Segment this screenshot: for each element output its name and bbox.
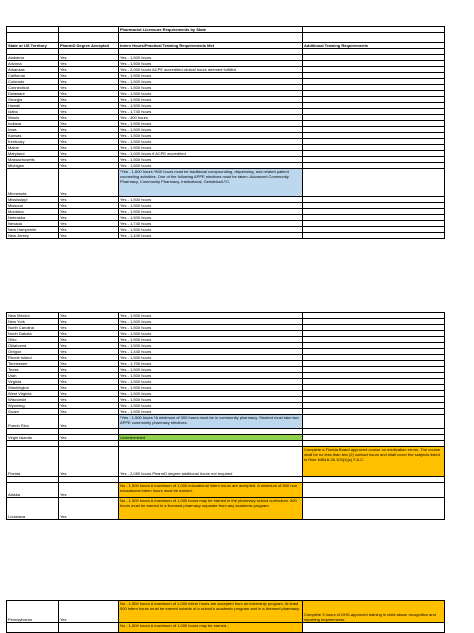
cell-hours[interactable]: Yes - 1,500 hours xyxy=(119,91,303,97)
cell-degree[interactable]: Yes xyxy=(59,121,119,127)
cell-hours[interactable]: Yes - 1,740 hours xyxy=(119,221,303,227)
table-title[interactable]: Pharmacist Licensure Requirements by State xyxy=(119,27,303,33)
cell-degree[interactable]: Yes xyxy=(59,361,119,367)
cell-degree[interactable]: Yes xyxy=(59,61,119,67)
cell-hours[interactable]: Yes - 1,500 hours xyxy=(119,391,303,397)
rows-section-1b xyxy=(7,197,445,239)
cell-blank[interactable] xyxy=(59,623,119,633)
cell-state[interactable]: Oregon xyxy=(7,349,59,355)
cell-degree[interactable]: Yes xyxy=(59,55,119,61)
cell-state[interactable]: Texas xyxy=(7,367,59,373)
cell-hours[interactable]: Yes - 1,500 hours xyxy=(119,121,303,127)
cell-degree[interactable]: Yes xyxy=(59,109,119,115)
header-hours[interactable]: Intern Hours/Practical Training Requirements Met xyxy=(119,43,303,49)
cell-degree[interactable]: Yes xyxy=(59,483,119,498)
cell-degree[interactable]: Yes xyxy=(59,197,119,203)
cell-hours[interactable]: Yes - 1,500 hours xyxy=(119,127,303,133)
cell-degree[interactable]: Yes xyxy=(59,67,119,73)
cell-blank[interactable] xyxy=(119,33,303,43)
cell-state[interactable]: Georgia xyxy=(7,97,59,103)
cell-state[interactable]: Washington xyxy=(7,385,59,391)
cell-degree[interactable]: Yes xyxy=(59,601,119,623)
cell-degree[interactable]: Yes xyxy=(59,97,119,103)
cell-hours[interactable]: Yes - 400 hours xyxy=(119,115,303,121)
cell-degree[interactable]: Yes xyxy=(59,447,119,477)
cell-hours[interactable]: Yes - 1,500 hours xyxy=(119,73,303,79)
cell-state[interactable]: Michigan xyxy=(7,163,59,169)
cell-degree[interactable]: Yes xyxy=(59,409,119,415)
cell-blank[interactable] xyxy=(59,33,119,43)
cell-hours[interactable]: Yes - 1,500 hours xyxy=(119,209,303,215)
cell-state[interactable]: Alabama xyxy=(7,55,59,61)
cell-state[interactable]: Connecticut xyxy=(7,85,59,91)
cell-blank[interactable] xyxy=(7,33,59,43)
cell-degree[interactable]: Yes xyxy=(59,115,119,121)
cell-hours[interactable]: Yes - 1,500 hours xyxy=(119,373,303,379)
cell-state[interactable]: Minnesota xyxy=(7,169,59,197)
cell-state[interactable]: California xyxy=(7,73,59,79)
header-degree[interactable]: PharmD Degree Accepted xyxy=(59,43,119,49)
cell-degree[interactable]: Yes xyxy=(59,331,119,337)
cell-hours[interactable]: No - 1,500 hours A maximum of 1,000 educational intern hours are accepted. A minimum of 500 non educational intern hours must be earned. xyxy=(119,483,303,498)
cell-degree[interactable]: Yes xyxy=(59,367,119,373)
cell-state[interactable]: Guam xyxy=(7,409,59,415)
cell-hours[interactable]: *Yes - 1,600 hours *800 hours must be traditional compounding, dispensing, and related patient counseling activities. One of the following APPE electives must be taken: Advanced Community Pharmacy, Community Pharmacy, Institutional, Geriatrics/LTC. xyxy=(119,169,303,197)
cell-degree[interactable]: Yes xyxy=(59,337,119,343)
cell-state[interactable]: Indiana xyxy=(7,121,59,127)
cell-degree[interactable]: Yes xyxy=(59,397,119,403)
cell-hours[interactable]: Yes - 1,500 hours xyxy=(119,337,303,343)
cell-degree[interactable]: Yes xyxy=(59,403,119,409)
cell-blank[interactable] xyxy=(7,623,59,633)
cell-degree[interactable]: Yes xyxy=(59,435,119,441)
cell-degree[interactable]: Yes xyxy=(59,169,119,197)
cell-hours[interactable]: Yes - 1,500 hours xyxy=(119,367,303,373)
cell-degree[interactable]: Yes xyxy=(59,343,119,349)
cell-hours[interactable]: Yes - 1,000 hours if ACPE accredited xyxy=(119,151,303,157)
cell-hours[interactable]: Yes - 1,500 hours xyxy=(119,409,303,415)
table-row xyxy=(7,169,445,197)
table-row xyxy=(7,233,445,239)
cell-degree[interactable]: Yes xyxy=(59,498,119,520)
table-row xyxy=(7,601,445,623)
cell-degree[interactable]: Yes xyxy=(59,163,119,169)
cell-degree[interactable]: Yes xyxy=(59,209,119,215)
cell-hours[interactable]: *Yes - 1,500 hours *A minimum of 300 hours must be in community pharmacy. Student must take two APPE community pharmacy electives. xyxy=(119,415,303,429)
cell-hours[interactable]: Yes - 1,500 hours xyxy=(119,139,303,145)
cell-hours[interactable]: Yes - 1,500 hours xyxy=(119,313,303,319)
cell-hours[interactable]: Yes - 1,500 hours xyxy=(119,197,303,203)
cell-state[interactable]: Nevada xyxy=(7,221,59,227)
cell-hours[interactable]: No - 1,500 hours A maximum of 1,000 hours may be earned... xyxy=(119,623,303,633)
cell-state[interactable]: Montana xyxy=(7,209,59,215)
cell-hours[interactable]: Yes - 1,440 hours xyxy=(119,233,303,239)
licensure-table-section-3 xyxy=(6,600,445,633)
cell-hours[interactable]: No - 1,500 hours A maximum of 1,000 hours may be earned in the pharmacy school curriculum. 500 hours must be earned in a licensed pharmacy separate from any academic program. xyxy=(119,498,303,520)
cell-hours[interactable]: Yes - 1,500 hours xyxy=(119,403,303,409)
cell-state[interactable]: Illinois xyxy=(7,115,59,121)
cell-hours[interactable]: Yes - 1,500 hours xyxy=(119,97,303,103)
cell-state[interactable]: Oklahoma xyxy=(7,343,59,349)
cell-degree[interactable]: Yes xyxy=(59,79,119,85)
cell-hours[interactable]: Yes - 2,080 hours PharmD degree additional hours not required xyxy=(119,447,303,477)
cell-state[interactable]: Mississippi xyxy=(7,197,59,203)
cell-state[interactable]: Maine xyxy=(7,145,59,151)
cell-state[interactable]: Massachusetts xyxy=(7,157,59,163)
cell-state[interactable]: Rhode Island xyxy=(7,355,59,361)
cell-hours[interactable]: Yes - 1,500 hours xyxy=(119,203,303,209)
cell-hours[interactable]: Yes - 1,500 hours xyxy=(119,331,303,337)
cell-state[interactable]: Tennessee xyxy=(7,361,59,367)
cell-state[interactable]: Pennsylvania xyxy=(7,601,59,623)
cell-state[interactable]: Arkansas xyxy=(7,67,59,73)
cell-degree[interactable]: Yes xyxy=(59,349,119,355)
cell-state[interactable]: Hawaii xyxy=(7,103,59,109)
cell-degree[interactable]: Yes xyxy=(59,313,119,319)
cell-blank[interactable] xyxy=(303,169,445,197)
licensure-table-section-1 xyxy=(6,26,445,239)
cell-hours[interactable]: Yes - 1,500 hours xyxy=(119,145,303,151)
cell-degree[interactable]: Yes xyxy=(59,73,119,79)
cell-state[interactable]: Kentucky xyxy=(7,139,59,145)
cell-hours[interactable]: Yes - 1,500 hours xyxy=(119,325,303,331)
cell-state[interactable]: Nebraska xyxy=(7,215,59,221)
cell-degree[interactable]: Yes xyxy=(59,319,119,325)
cell-degree[interactable]: Yes xyxy=(59,325,119,331)
cell-hours[interactable]: Yes - 1,500 hours xyxy=(119,157,303,163)
cell-degree[interactable]: Yes xyxy=(59,85,119,91)
table-row xyxy=(7,498,445,520)
cell-degree[interactable]: Yes xyxy=(59,215,119,221)
rows-section-2 xyxy=(7,313,445,415)
cell-state[interactable]: North Dakota xyxy=(7,331,59,337)
cell-hours[interactable]: No - 1,500 hours A maximum of 1,000 intern hours are accepted from an internship program. At least 500 intern hours must be earned outside of a school's academic program and in a licensed pharmacy. xyxy=(119,601,303,623)
cell-state[interactable]: New York xyxy=(7,319,59,325)
cell-degree[interactable]: Yes xyxy=(59,379,119,385)
cell-state[interactable]: Virginia xyxy=(7,379,59,385)
cell-state[interactable]: New Mexico xyxy=(7,313,59,319)
cell-blank[interactable] xyxy=(303,483,445,498)
cell-degree[interactable]: Yes xyxy=(59,415,119,429)
cell-hours[interactable]: Yes - 1,500 hours xyxy=(119,385,303,391)
cell-degree[interactable]: Yes xyxy=(59,227,119,233)
cell-state[interactable]: Wyoming xyxy=(7,403,59,409)
cell-degree[interactable]: Yes xyxy=(59,151,119,157)
cell-state[interactable]: Wisconsin xyxy=(7,397,59,403)
cell-degree[interactable]: Yes xyxy=(59,133,119,139)
cell-hours[interactable]: Yes - 1,500 hours xyxy=(119,355,303,361)
cell-hours[interactable]: Yes - 1,440 hours xyxy=(119,349,303,355)
cell-hours[interactable]: Yes - 1,500 hours xyxy=(119,85,303,91)
cell-hours[interactable]: Undetermined xyxy=(119,435,303,441)
cell-state[interactable]: New Jersey xyxy=(7,233,59,239)
cell-degree[interactable]: Yes xyxy=(59,103,119,109)
cell-hours[interactable]: Yes - 1,500 hours xyxy=(119,55,303,61)
cell-degree[interactable]: Yes xyxy=(59,221,119,227)
cell-hours[interactable]: Yes - 1,740 hours xyxy=(119,109,303,115)
cell-hours[interactable]: Yes - 1,700 hours xyxy=(119,361,303,367)
cell-degree[interactable]: Yes xyxy=(59,385,119,391)
cell-hours[interactable]: Yes - 2,000 hours ACPE accredited clinical hours deemed fulfilled xyxy=(119,67,303,73)
cell-blank[interactable] xyxy=(303,498,445,520)
cell-hours[interactable]: Yes - 1,500 hours xyxy=(119,79,303,85)
cell-additional[interactable] xyxy=(303,233,445,239)
cell-state[interactable]: Colorado xyxy=(7,79,59,85)
cell-degree[interactable]: Yes xyxy=(59,127,119,133)
cell-state[interactable]: Missouri xyxy=(7,203,59,209)
cell-additional[interactable]: Complete 3 hours of DHS-approved training in child abuse recognition and reporting requirements. xyxy=(303,601,445,623)
cell-state[interactable]: Alaska xyxy=(7,483,59,498)
cell-state[interactable]: Idaho xyxy=(7,109,59,115)
rows-section-1 xyxy=(7,55,445,169)
cell-degree[interactable]: Yes xyxy=(59,233,119,239)
cell-hours[interactable]: Yes - 1,500 hours xyxy=(119,397,303,403)
table-row xyxy=(7,447,445,477)
cell-degree[interactable]: Yes xyxy=(59,91,119,97)
cell-hours[interactable]: Yes - 1,600 hours xyxy=(119,163,303,169)
cell-state[interactable]: Florida xyxy=(7,447,59,477)
cell-state[interactable]: Maryland xyxy=(7,151,59,157)
cell-degree[interactable]: Yes xyxy=(59,203,119,209)
cell-hours[interactable]: Yes - 1,500 hours xyxy=(119,61,303,67)
cell-hours[interactable]: Yes - 1,500 hours xyxy=(119,343,303,349)
header-additional[interactable]: Additional Training Requirements xyxy=(303,43,445,49)
cell-state[interactable]: Iowa xyxy=(7,127,59,133)
cell-hours[interactable]: Yes - 1,500 hours xyxy=(119,227,303,233)
cell-blank[interactable] xyxy=(303,415,445,429)
cell-additional[interactable]: Complete a Florida Board approved course on medication errors. The course shall be no less than two (2) contact hours and shall cover the subjects listed in Rule 64B16-26.103(1)(c) F.A.C. xyxy=(303,447,445,477)
table-row xyxy=(7,483,445,498)
cell-degree[interactable]: Yes xyxy=(59,391,119,397)
cell-blank[interactable] xyxy=(303,623,445,633)
table-row xyxy=(7,623,445,633)
cell-hours[interactable]: Yes - 1,500 hours xyxy=(119,379,303,385)
cell-degree[interactable]: Yes xyxy=(59,355,119,361)
cell-blank[interactable] xyxy=(303,33,445,43)
cell-state[interactable]: Delaware xyxy=(7,91,59,97)
cell-degree[interactable]: Yes xyxy=(59,157,119,163)
cell-state[interactable]: New Hampshire xyxy=(7,227,59,233)
cell-state[interactable]: Arizona xyxy=(7,61,59,67)
licensure-table-section-2 xyxy=(6,312,445,520)
cell-state[interactable]: Puerto Rico xyxy=(7,415,59,429)
cell-hours[interactable]: Yes - 1,500 hours xyxy=(119,319,303,325)
cell-state[interactable]: Ohio xyxy=(7,337,59,343)
cell-state[interactable]: North Carolina xyxy=(7,325,59,331)
cell-state[interactable]: Kansas xyxy=(7,133,59,139)
cell-state[interactable]: Virgin Islands xyxy=(7,435,59,441)
cell-degree[interactable]: Yes xyxy=(59,145,119,151)
table-row xyxy=(7,415,445,429)
cell-state[interactable]: Louisiana xyxy=(7,498,59,520)
cell-degree[interactable]: Yes xyxy=(59,373,119,379)
cell-state[interactable]: Utah xyxy=(7,373,59,379)
cell-hours[interactable]: Yes - 1,500 hours xyxy=(119,215,303,221)
cell-degree[interactable]: Yes xyxy=(59,139,119,145)
cell-hours[interactable]: Yes - 1,500 hours xyxy=(119,103,303,109)
cell-hours[interactable]: Yes - 1,500 hours xyxy=(119,133,303,139)
header-state[interactable]: State or US Territory xyxy=(7,43,59,49)
cell-state[interactable]: West Virginia xyxy=(7,391,59,397)
